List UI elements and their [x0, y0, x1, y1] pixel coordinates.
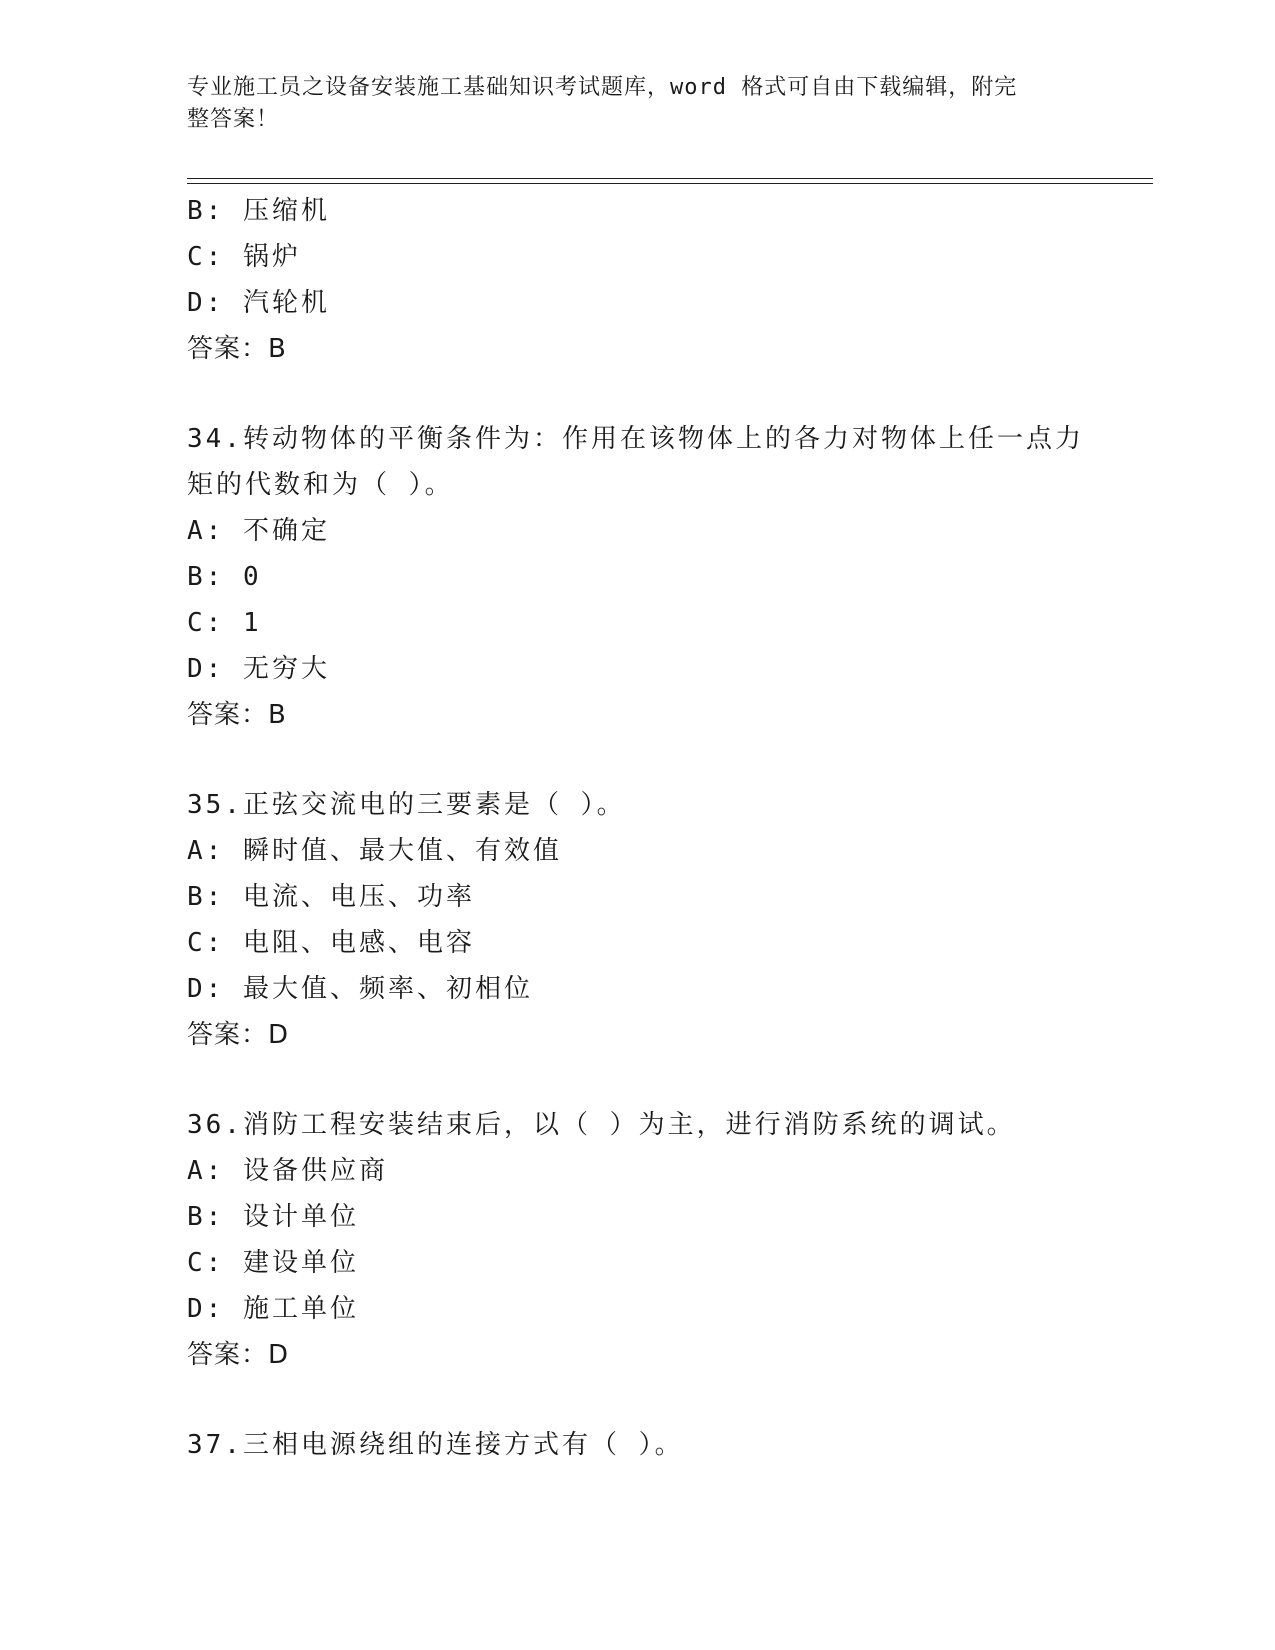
option-item: C: 建设单位	[187, 1248, 359, 1278]
answer-line: 答案：B	[187, 334, 287, 364]
option-item: A: 不确定	[187, 516, 330, 546]
question-stem: 34.转动物体的平衡条件为：作用在该物体上的各力对物体上任一点力	[187, 424, 1084, 454]
option-item: D: 施工单位	[187, 1294, 359, 1324]
spacer	[187, 1378, 1087, 1422]
option-item: D: 最大值、频率、初相位	[187, 974, 533, 1004]
question-block	[187, 416, 1087, 738]
option-item: B: 0	[187, 562, 262, 592]
option-item: D: 无穷大	[187, 654, 330, 684]
option-item: A: 设备供应商	[187, 1156, 388, 1186]
option-item: A: 瞬时值、最大值、有效值	[187, 836, 562, 866]
question-stem: 36.消防工程安装结束后，以（ ）为主，进行消防系统的调试。	[187, 1110, 1016, 1140]
question-stem: 35.正弦交流电的三要素是（ ）。	[187, 790, 626, 820]
header-line: 整答案！	[187, 107, 280, 132]
question-list	[187, 188, 1087, 1468]
spacer	[187, 738, 1087, 782]
answer-line: 答案：D	[187, 1020, 290, 1050]
header-divider	[187, 183, 1153, 184]
header-line: 专业施工员之设备安装施工基础知识考试题库，word 格式可自由下载编辑，附完	[187, 75, 1018, 100]
option-item: C: 1	[187, 608, 262, 638]
question-block	[187, 1102, 1087, 1378]
option-item: C: 电阻、电感、电容	[187, 928, 475, 958]
header-divider	[187, 178, 1153, 179]
option-item: B: 电流、电压、功率	[187, 882, 475, 912]
question-block	[187, 1422, 1087, 1468]
spacer	[187, 1058, 1087, 1102]
spacer	[187, 372, 1087, 416]
answer-line: 答案：B	[187, 700, 287, 730]
answer-line: 答案：D	[187, 1340, 290, 1370]
option-item: D: 汽轮机	[187, 288, 330, 318]
question-block	[187, 188, 1087, 372]
option-item: B: 压缩机	[187, 196, 330, 226]
question-stem: 37.三相电源绕组的连接方式有（ ）。	[187, 1430, 684, 1460]
option-item: C: 锅炉	[187, 242, 301, 272]
option-item: B: 设计单位	[187, 1202, 359, 1232]
question-stem: 矩的代数和为（ ）。	[187, 470, 454, 500]
question-block	[187, 782, 1087, 1058]
document-header	[187, 72, 1067, 136]
